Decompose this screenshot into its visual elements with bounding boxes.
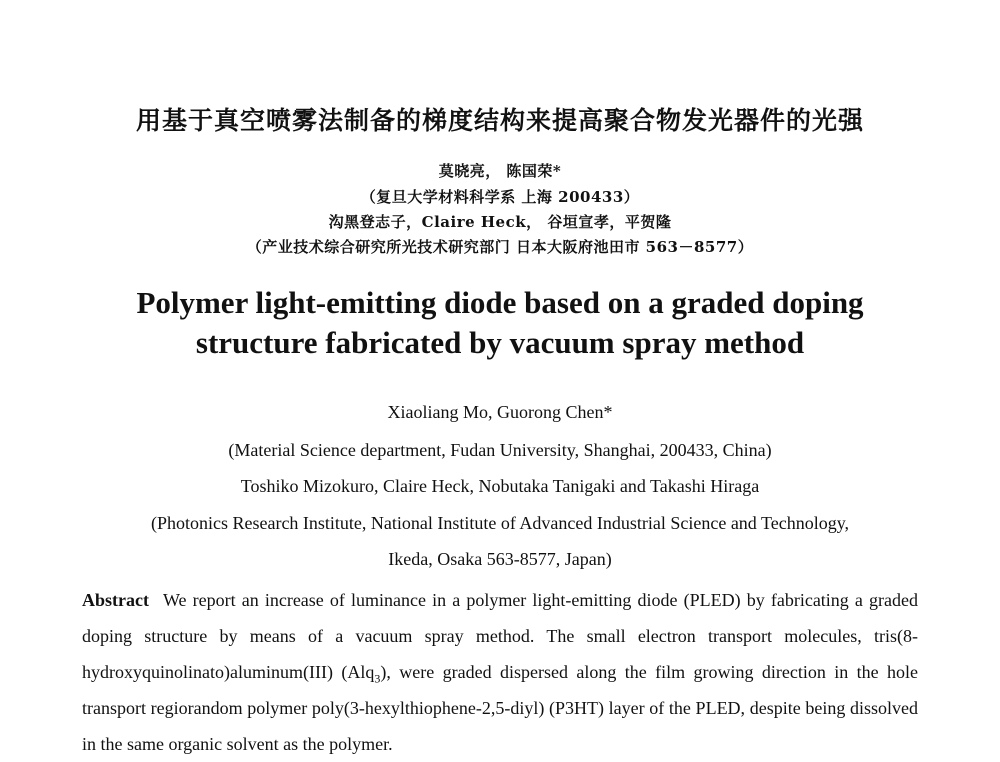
english-affiliation-2-line-2: Ikeda, Osaka 563-8577, Japan) [388,549,612,569]
chinese-affiliation-2: （产业技术综合研究所光技术研究部门 日本大阪府池田市 563－8577） [246,238,754,256]
abstract-subscript: 3 [374,671,381,686]
english-title-line-1: Polymer light-emitting diode based on a graded doping [136,285,864,320]
abstract-paragraph [82,582,918,762]
abstract-label: Abstract [82,590,149,610]
english-title-line-2: structure fabricated by vacuum spray method [195,325,805,360]
chinese-authors-1: 莫晓亮， 陈国荣* [438,162,562,180]
abstract-text-part-2: ), were graded dispersed along the film growing direction in the hole transport regiorandom polymer poly(3-hexylthiophene-2,5-diyl) (P3HT) layer of the PLED, despite being dissolved in the same organic solvent as the polymer. [82,662,918,754]
english-authors-1: Xiaoliang Mo, Guorong Chen* [387,402,613,422]
chinese-title: 用基于真空喷雾法制备的梯度结构来提高聚合物发光器件的光强 [135,106,864,135]
chinese-affiliation-1: （复旦大学材料科学系 上海 200433） [360,188,640,206]
chinese-authors-2: 沟黑登志子，Claire Heck， 谷垣宣孝，平贺隆 [328,213,672,231]
english-authors-2: Toshiko Mizokuro, Claire Heck, Nobutaka Tanigaki and Takashi Hiraga [240,476,760,496]
english-affiliation-1: (Material Science department, Fudan University, Shanghai, 200433, China) [228,440,772,460]
english-affiliation-2-line-1: (Photonics Research Institute, National Institute of Advanced Industrial Science and Technology, [150,513,850,533]
abstract-text-part-1: We report an increase of luminance in a polymer light-emitting diode (PLED) by fabricating a graded doping structure by means of a vacuum spray method. The small electron transport molecules, tris(8-hydroxyquinolinato)aluminum(III) (Alq [82,590,918,682]
